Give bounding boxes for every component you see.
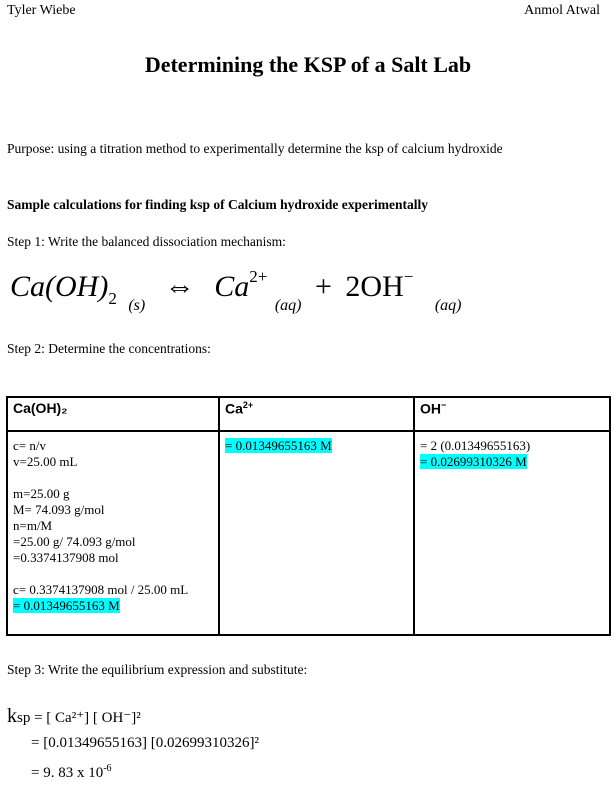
ksp-symbol: k [7, 705, 17, 727]
table-line: = 2 (0.01349655163) [420, 438, 531, 453]
author-left: Tyler Wiebe [7, 3, 76, 18]
eq-product1-charge: 2+ [249, 267, 268, 286]
eq-reactant-state: (s) [128, 297, 146, 314]
table-line: v=25.00 mL [13, 454, 78, 469]
highlighted-value: = 0.01349655163 M [13, 598, 120, 613]
step-2: Step 2: Determine the concentrations: [7, 341, 211, 356]
eq-product2-state: (aq) [434, 297, 462, 314]
ksp-expr: = [ Ca²⁺] [ OH⁻]² [34, 710, 141, 726]
step-1: Step 1: Write the balanced dissociation mechanism: [7, 234, 286, 249]
ksp-result-exp: -6 [103, 763, 112, 774]
eq-reactant: Ca(OH) [10, 270, 109, 303]
dissociation-equation [10, 267, 462, 314]
table-line: m=25.00 g [13, 486, 70, 501]
header-caoh2: Ca(OH)₂ [7, 397, 219, 431]
eq-reactant-sub: 2 [108, 289, 117, 308]
section-heading: Sample calculations for finding ksp of Calcium hydroxide experimentally [7, 197, 429, 212]
ksp-substitution: = [0.01349655163] [0.02699310326]² [31, 735, 259, 751]
table-line: M= 74.093 g/mol [13, 502, 105, 517]
highlighted-value: = 0.01349655163 M [225, 438, 332, 453]
header-oh [414, 397, 610, 431]
ksp-expression [7, 704, 259, 786]
eq-product2: 2OH [345, 270, 404, 303]
header-oh-base: OH [420, 400, 441, 417]
purpose-text: Purpose: using a titration method to experimentally determine the ksp of calcium hydroxide [7, 141, 503, 156]
eq-plus: + [314, 270, 332, 303]
table-line: =0.3374137908 mol [13, 550, 119, 565]
eq-product1: Ca [214, 270, 250, 303]
eq-product1-state: (aq) [274, 297, 302, 314]
cell-oh [414, 431, 610, 635]
ksp-symbol-sub: sp [17, 710, 31, 726]
cell-ca [219, 431, 414, 635]
header-oh-charge: − [441, 400, 447, 410]
concentration-table [6, 396, 611, 636]
header-ca [219, 397, 414, 431]
table-line: c= n/v [13, 438, 46, 453]
highlighted-value: = 0.02699310326 M [420, 454, 527, 469]
cell-caoh2 [7, 431, 219, 635]
table-line: =25.00 g/ 74.093 g/mol [13, 534, 136, 549]
table-line: c= 0.3374137908 mol / 25.00 mL [13, 582, 189, 597]
author-right: Anmol Atwal [524, 3, 600, 18]
step-3: Step 3: Write the equilibrium expression and substitute: [7, 662, 308, 677]
header-ca-base: Ca [225, 400, 243, 417]
page-title: Determining the KSP of a Salt Lab [144, 52, 472, 77]
eq-product2-charge: − [403, 267, 414, 286]
eq-arrow: ⇔ [164, 270, 195, 303]
ksp-result-base: = 9. 83 x 10 [31, 765, 104, 781]
ksp-result [7, 756, 259, 786]
header-ca-charge: 2+ [242, 400, 254, 410]
table-line: n=m/M [13, 518, 53, 533]
